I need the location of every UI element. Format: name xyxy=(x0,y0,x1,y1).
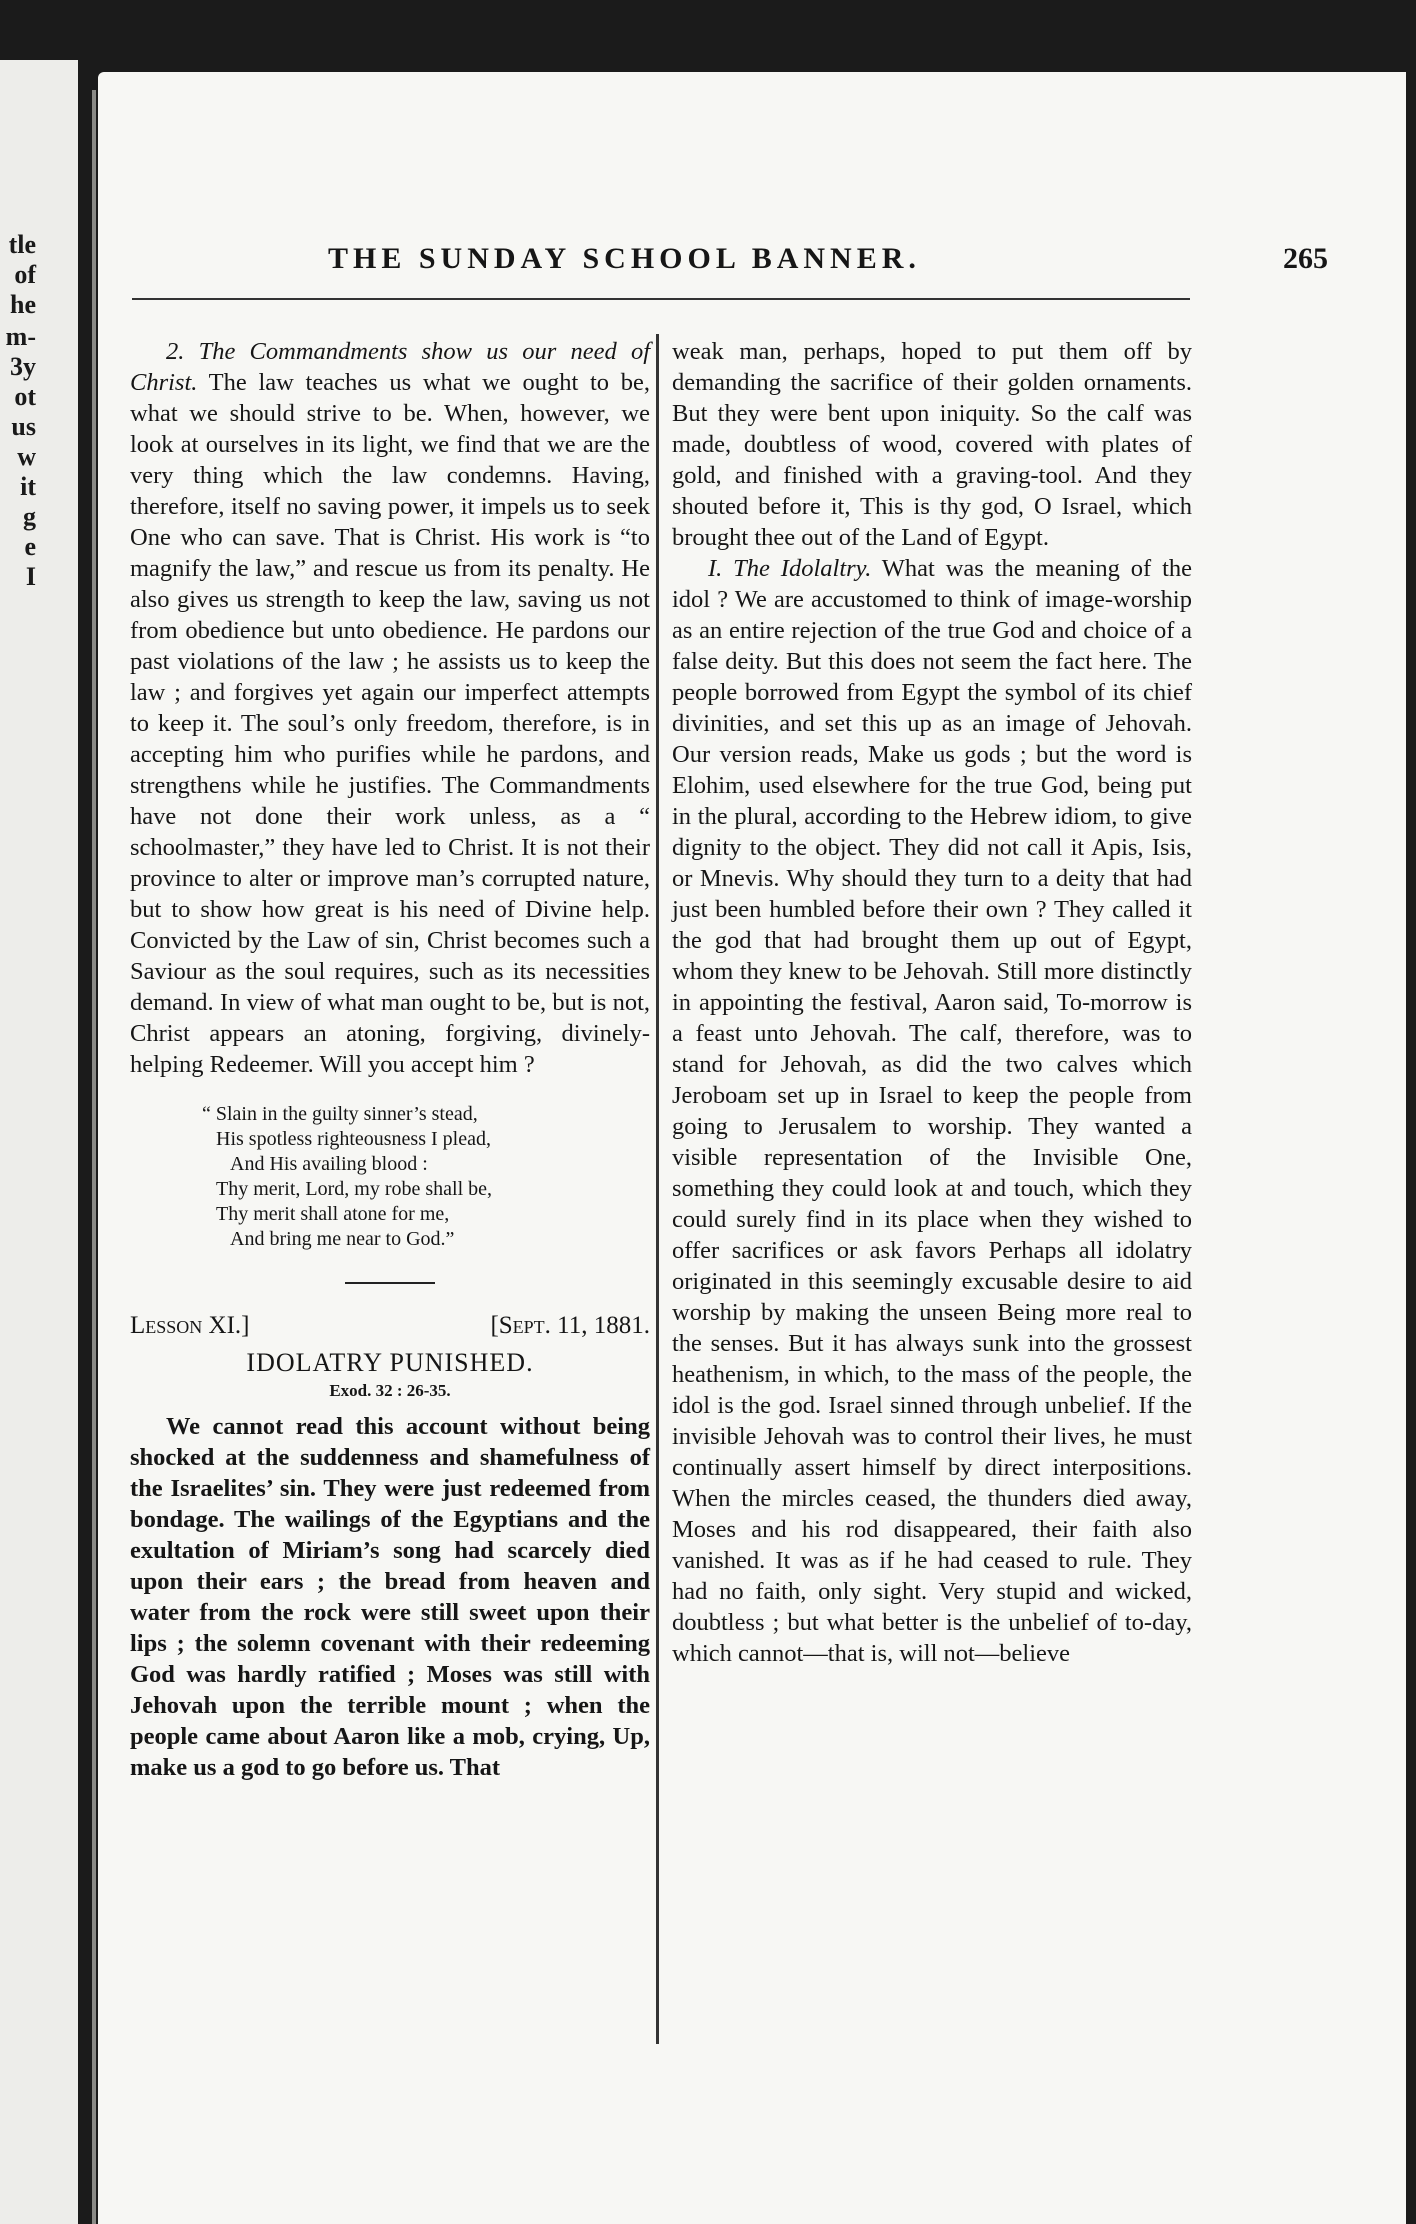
left-column xyxy=(130,336,650,1783)
lesson-paragraph: We cannot read this account without being shocked at the suddenness and shamefulness of the Israelites’ sin. They were just redeemed from bondage. The wailings of the Egyptians and the exultation of Miriam’s song had scarcely died upon their ears ; the bread from heaven and water from the rock were still sweet upon their lips ; the solemn covenant with their redeeming God was hardly ratified ; Moses was still with Jehovah upon the terrible mount ; when the people came about Aaron like a mob, crying, Up, make us a god to go before us. That xyxy=(130,1413,650,1781)
page-header xyxy=(328,242,1328,292)
verse-line: His spotless righteousness I plead, xyxy=(216,1128,491,1150)
fragment-text: e xyxy=(24,532,36,561)
header-rule xyxy=(132,298,1190,300)
fragment-text: w xyxy=(17,442,36,471)
scripture-reference: Exod. 32 : 26-35. xyxy=(329,1381,451,1400)
fragment-text: of xyxy=(14,260,36,289)
facing-page-fragment xyxy=(0,60,78,2224)
column-divider xyxy=(656,334,659,2044)
lesson-date: [Sept. 11, 1881. xyxy=(490,1312,650,1339)
fragment-text: g xyxy=(23,502,36,531)
verse-line: “ Slain in the guilty sinner’s stead, xyxy=(202,1103,478,1125)
paragraph-text: What was the meaning of the idol ? We are accustomed to think of image-worship as an entire rejection of the true God and choice of a false deity. But this does not seem the fact here. The people borrowed from Egypt the symbol of its chief divinities, and set this up as an image of Jehovah. Our version reads, Make us gods ; but the word is Elohim, used elsewhere for the true God, being put in the plural, according to the Hebrew idiom, to give dignity to the object. They did not call it Apis, Isis, or Mnevis. Why should they turn to a deity that had just been humbled before their own ? They called it the god that had brought them up out of Egypt, whom they knew to be Jehovah. Still more distinctly in appointing the festival, Aaron said, To-morrow is a feast unto Jehovah. The calf, therefore, was to stand for Jehovah, as did the two calves which Jeroboam set up in Israel to keep the people from going to Jerusalem to worship. They wanted a visible representation of the Invisible One, something they could look at and touch, which they could surely find in its place when they wished to offer sacrifices or ask favors Perhaps all idolatry originated in this seemingly excusable desire to aid worship by making the unseen Being more real to the senses. But it has always sunk into the grossest heathenism, in which, to the mass of the people, the idol is the god. Israel sinned through unbelief. If the invisible Jehovah was to control their lives, he must continually assert himself by direct interpositions. When the mircles ceased, the thunders died away, Moses and his rod disappeared, their faith also vanished. It was as if he had ceased to rule. They had no faith, only sight. Very stupid and wicked, doubtless ; but what better is the unbelief of to-day, which cannot—that is, will not—believe xyxy=(672,555,1192,1667)
paragraph-heading: 2. The Commandments show us our need of Christ. xyxy=(130,338,650,396)
section-rule xyxy=(345,1282,435,1284)
verse-line: And His availing blood : xyxy=(230,1153,428,1175)
verse-line: Thy merit, Lord, my robe shall be, xyxy=(216,1178,493,1200)
page-number: 265 xyxy=(1283,242,1328,275)
fragment-text: he xyxy=(10,290,36,319)
fragment-text: tle xyxy=(8,230,36,259)
lesson-title: IDOLATRY PUNISHED. xyxy=(246,1348,534,1377)
verse-line: Thy merit shall atone for me, xyxy=(216,1203,450,1225)
commandments-paragraph xyxy=(130,336,650,1080)
lesson-heading xyxy=(130,1310,650,1341)
fragment-text: us xyxy=(11,412,36,441)
lesson-label: Lesson XI.] xyxy=(130,1312,250,1339)
running-title: THE SUNDAY SCHOOL BANNER. xyxy=(328,242,921,275)
fragment-text: I xyxy=(25,562,36,591)
verse-line: And bring me near to God.” xyxy=(230,1228,455,1250)
fragment-text: 3y xyxy=(10,352,36,381)
continued-paragraph: weak man, perhaps, hoped to put them off by demanding the sacrifice of their golden ornaments. But they were bent upon iniquity. So the calf was made, doubtless of wood, covered with plates of gold, and finished with a graving-tool. And they shouted before it, This is thy god, O Israel, which brought thee out of the Land of Egypt. xyxy=(672,338,1192,551)
fragment-text: it xyxy=(20,472,36,501)
book-gutter xyxy=(92,90,96,2224)
right-column xyxy=(672,336,1192,1669)
fragment-text: m- xyxy=(5,322,36,351)
paragraph-text: The law teaches us what we ought to be, what we should strive to be. When, however, we look at ourselves in its light, we find that we are the very thing which the law condemns. Having, therefore, itself no saving power, it impels us to seek One who can save. That is Christ. His work is “to magnify the law,” and rescue us from its penalty. He also gives us strength to keep the law, saving us not from obedience but unto obedience. He pardons our past violations of the law ; he assists us to keep the law ; and forgives yet again our imperfect attempts to keep it. The soul’s only freedom, therefore, is in accepting him who purifies while he pardons, and strengthens while he justifies. The Commandments have not done their work unless, as a “ schoolmaster,” they have led to Christ. It is not their province to alter or improve man’s corrupted nature, but to show how great is his need of Divine help. Convicted by the Law of sin, Christ becomes such a Saviour as the soul requires, such as its necessities demand. In view of what man ought to be, but is not, Christ appears an atoning, forgiving, divinely-helping Redeemer. Will you accept him ? xyxy=(130,369,650,1078)
idolatry-paragraph xyxy=(672,553,1192,1669)
paragraph-heading: I. The Idolaltry. xyxy=(708,555,872,582)
fragment-text: ot xyxy=(14,382,36,411)
hymn-verse xyxy=(202,1102,650,1252)
